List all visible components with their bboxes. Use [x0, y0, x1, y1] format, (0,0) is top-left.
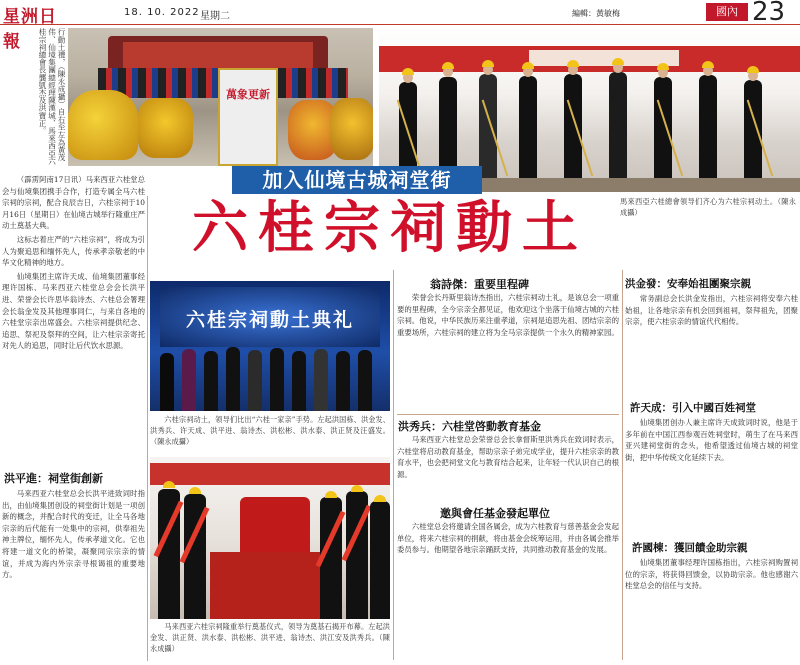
section-paragraph: 马来西亚六桂堂总会长洪平进致词时指出，由仙境集团创设的祠堂街计划是一项创新的概念，并配合时代的变迁，让全马各地宗亲的后代能有一处集中的宗祠，供奉祖先神主牌位，缅怀先人，传承孝道文化。它也将建一道文化的桥梁，凝聚同宗宗亲的情谊，并成为海内外宗亲寻根谒祖的重要地方。	[2, 489, 145, 580]
section-paragraph: 仙境集团董事经理许国栋指出，六桂宗祠购置祠位的宗亲，将获得回馈金，以协助宗亲。他也感谢六桂堂总会的信任与支持。	[625, 558, 798, 591]
section-heading-hong-jinfa: 洪金發：安奉始祖團聚宗親	[625, 278, 751, 290]
section-body-hong-jinfa	[625, 293, 798, 393]
section-heading-hong-pingjin: 洪平進：祠堂街創新	[4, 472, 103, 485]
section-paragraph: 仙境集团创办人兼主席许天成致词时说，他是于多年前在中国江西参观百姓祠堂时，萌生了在马来西亚兴建祠堂街的念头，他希望透过仙境古城的祠堂街，把中华传统文化延续下去。	[625, 418, 798, 462]
top-right-caption: 馬來西亞六桂總會領导们齐心为六桂宗祠动土。（陳永成攝）	[620, 197, 796, 217]
issue-date: 18. 10. 2022	[124, 7, 200, 18]
section-body-hong-pingjin	[2, 488, 145, 660]
headline-title: 六桂宗祠動土	[192, 196, 588, 261]
section-paragraph: 荣誉会长丹斯里翁诗杰指出，六桂宗祠动土礼，是该总会一项重要的里程碑，全今宗亲全都见证，他欢迎这个坐落于仙境古城的六桂宗祠。他说，中华民族历来注重孝道，宗祠是追思先祖、团结宗亲的重要场所，六桂宗祠的建立将为全马宗亲提供一个永久的精神家园。	[397, 293, 619, 337]
bottom-photo-caption: 马来西亚六桂宗祠隆重举行奠基仪式，领导为奠基石揭开布幕。左起洪金发、洪正贤、洪水泰、洪松彬、洪平进、翁诗杰、洪江安及洪秀兵。（陳永成攝）	[150, 622, 390, 653]
lead-paragraph-1: （霹雳阿南17日讯）马来西亚六桂堂总会与仙境集团携手合作，打造专属全马六桂宗祠的宗祠，配合良辰吉日，六桂宗祠于10月16日（星期日）在仙境古城举行隆重庄严动土奠基大典。	[2, 175, 145, 231]
page-number: 23	[752, 0, 786, 27]
section-tag: 國內	[706, 3, 748, 21]
headline-kicker: 加入仙境古城祠堂街	[232, 166, 482, 194]
section-body-weng-shijie	[397, 292, 619, 412]
section-body-xu-tiancheng	[625, 417, 798, 532]
section-heading-hong-xiubing: 洪秀兵：六桂堂啓動教育基金	[398, 420, 541, 433]
section-body-fund-invite	[397, 521, 619, 661]
banner-title-text: 六桂宗祠動土典礼	[185, 309, 354, 331]
section-heading-xu-guodong: 許國棟：獲回饋金助宗親	[632, 542, 748, 554]
top-left-caption: 行動土禮，（陳永成攝）自右至左為黃茂伟、仙境集團總經理陳漢城、馬來西亞六桂宗祠總會長龔凱杰及洪寶正。	[38, 28, 66, 165]
middle-photo-caption: 六桂宗祠动土，领导们比出“六桂一家亲”手势。左起洪国栋、洪金发、洪秀兵、许天成、洪平进、翁诗杰、洪松彬、洪水泰、洪正贤及汪盛发。（陳永成攝）	[150, 415, 390, 446]
lion-head-yellow	[68, 90, 138, 160]
ceremony-banner-photo	[150, 281, 390, 411]
issue-weekday: 星期二	[200, 11, 230, 22]
section-paragraph: 常务副总会长洪金发指出，六桂宗祠将安奉六桂始祖，让各地宗亲有机会回到祖祠，祭拜祖先，团聚宗亲，使六桂宗亲的情谊代代相传。	[625, 294, 798, 327]
section-heading-fund-invite: 邀與會任基金發起單位	[440, 507, 550, 520]
masthead-logo: 星洲日報	[3, 7, 57, 52]
section-paragraph: 六桂堂总会将邀请全国各属会，成为六桂教育与慈善基金会发起单位，将来六桂宗祠的捐献，将由基金会统筹运用，并由各属会推举委员参与。他期望各地宗亲踊跃支持，共同推动教育基金的发展。	[397, 522, 619, 555]
section-paragraph: 马来西亚六桂堂总会荣誉总会长拿督斯里洪秀兵在致词时表示，六桂堂将启动教育基金，帮助宗亲子弟完成学业，提升六桂宗亲的教育水平，也会把祠堂文化与教育结合起来，让年轻一代认识自己的根源。	[397, 435, 619, 479]
lead-paragraph-2: 这标志着庄严的“六桂宗祠”，将成为引人为聚追思和缅怀先人，传承孝亲敬老的中华文化精神的地方。	[2, 234, 145, 268]
lion-dance-photo	[68, 28, 373, 166]
section-body-hong-xiubing	[397, 434, 619, 500]
section-heading-xu-tiancheng: 許天成：引入中國百姓祠堂	[630, 402, 756, 414]
section-heading-weng-shijie: 翁詩傑：重要里程碑	[430, 278, 529, 291]
editor-credit: 編輯：黃敏梅	[572, 9, 620, 18]
ceremony-arch-label: 萬象更新	[226, 88, 270, 101]
lead-column	[2, 174, 145, 352]
page-header	[0, 0, 800, 52]
section-body-xu-guodong	[625, 557, 798, 661]
unveiling-photo	[150, 457, 390, 619]
lead-paragraph-3: 仙境集团主席许天成、仙境集团董事经理许国栋、马来西亚六桂堂总会会长洪平进、荣誉会长许思毕翁诗杰、六桂总会署理会长翁金发及其他理事同仁，与来自各地的六桂堂宗亲出席盛会。六桂宗祠提供纪念、追思、祭祀及祭拜的空间，让六桂宗亲寄托对先人的追思，同时让后代饮水思源。	[2, 271, 145, 351]
